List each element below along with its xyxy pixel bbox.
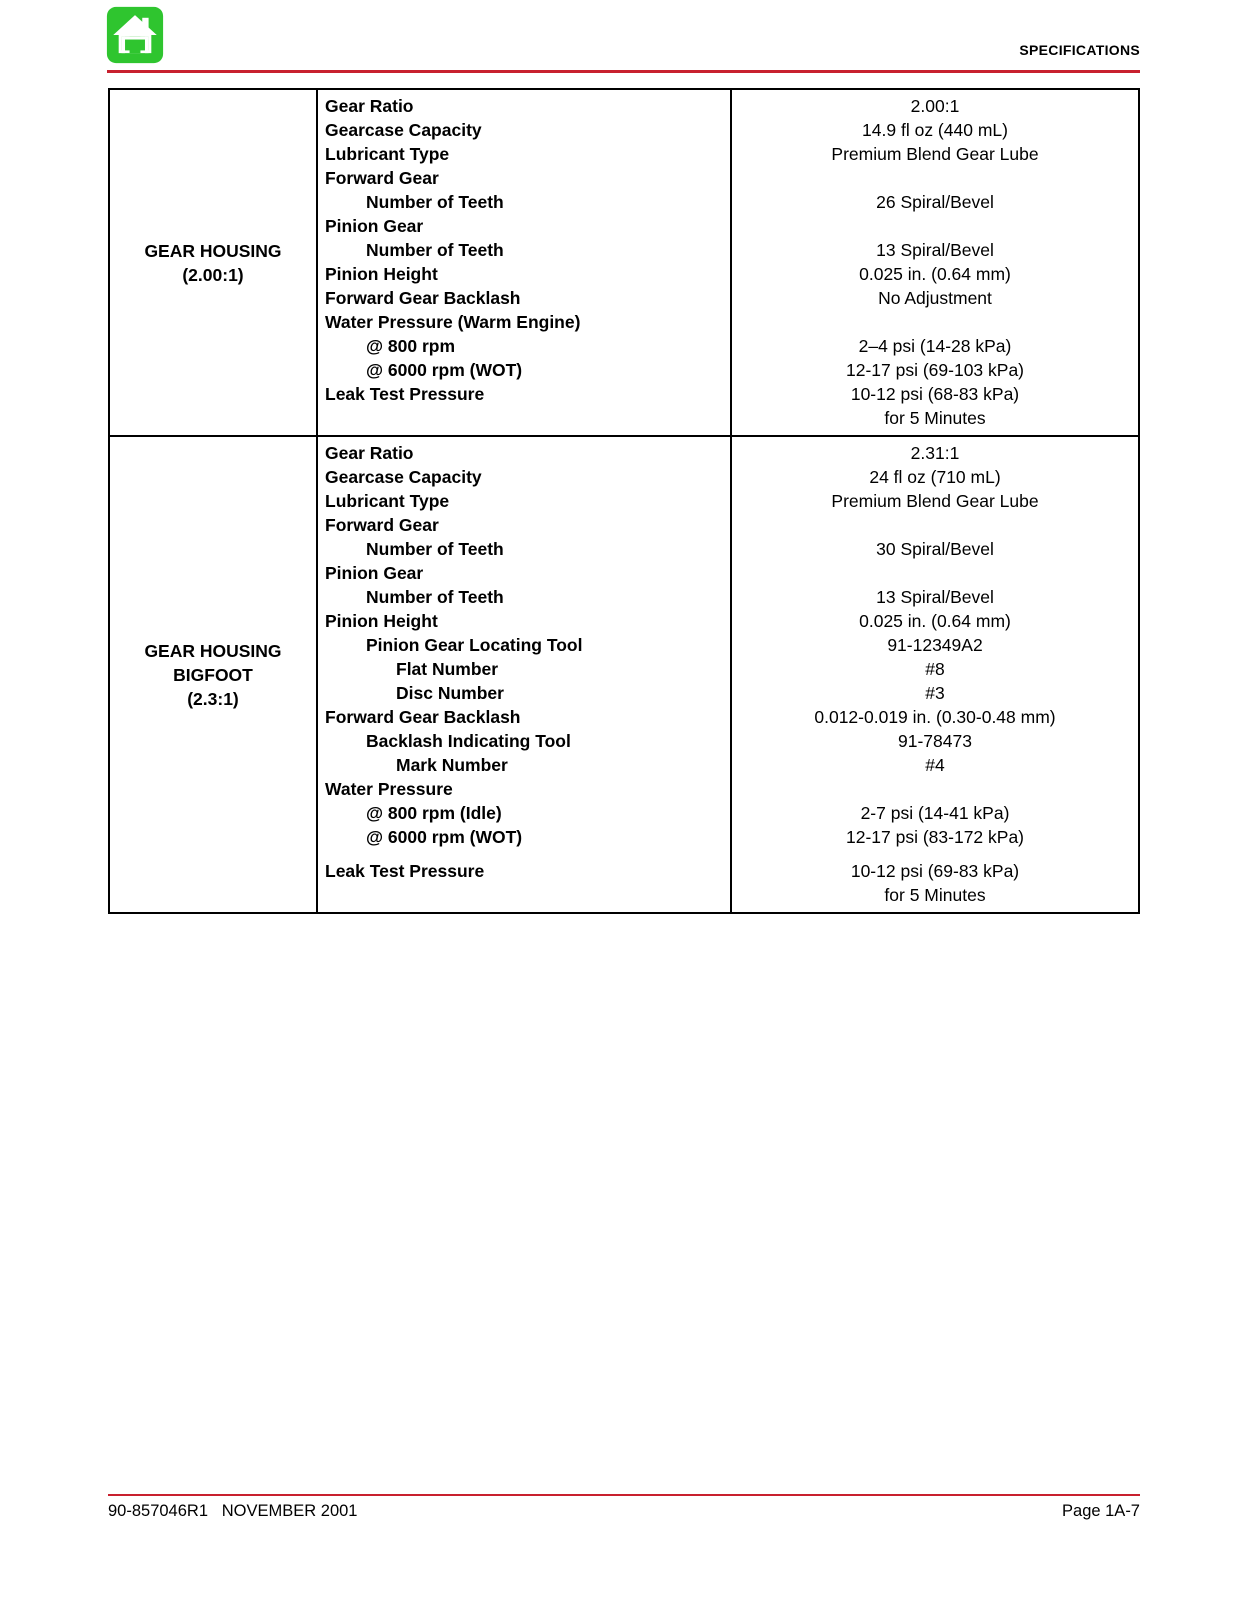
section-content (318, 437, 1138, 912)
spec-row (318, 238, 1138, 262)
spec-row (318, 358, 1138, 382)
spec-label: @ 6000 rpm (WOT) (366, 827, 523, 847)
spec-value: 0.025 in. (0.64 mm) (859, 611, 1011, 631)
footer-page-number: Page 1A-7 (1062, 1502, 1140, 1520)
section-title-line: BIGFOOT (173, 664, 253, 685)
spec-label: Forward Gear Backlash (325, 288, 521, 308)
spec-row (318, 334, 1138, 358)
spec-value: 91-12349A2 (887, 635, 983, 655)
spec-row (318, 166, 1138, 190)
spec-value: Premium Blend Gear Lube (831, 491, 1039, 511)
section-title-line: (2.3:1) (187, 688, 239, 709)
spec-label: Water Pressure (Warm Engine) (325, 312, 581, 332)
spec-row (318, 883, 1138, 907)
spec-row (318, 801, 1138, 825)
spec-label: Forward Gear (325, 515, 439, 535)
spec-row (318, 94, 1138, 118)
spec-label: Flat Number (396, 659, 499, 679)
spec-value: 0.025 in. (0.64 mm) (859, 264, 1011, 284)
spec-label: Gear Ratio (325, 96, 414, 116)
page-title: SPECIFICATIONS (1019, 42, 1140, 58)
header-rule (107, 70, 1140, 73)
spec-value: 10-12 psi (69-83 kPa) (850, 861, 1020, 881)
spec-value: 2–4 psi (14-28 kPa) (858, 336, 1012, 356)
spec-row (318, 729, 1138, 753)
spec-value (732, 166, 1138, 190)
section-title-line: GEAR HOUSING (144, 240, 282, 261)
spec-label: @ 6000 rpm (WOT) (366, 360, 523, 380)
spec-row (318, 633, 1138, 657)
page-footer (108, 1502, 1140, 1521)
spec-value: #3 (925, 683, 945, 703)
spec-row (318, 561, 1138, 585)
spec-label: Forward Gear Backlash (325, 707, 521, 727)
section-title (110, 437, 318, 912)
spec-row (318, 681, 1138, 705)
spec-row (318, 190, 1138, 214)
spec-row (318, 214, 1138, 238)
section-title-line: GEAR HOUSING (144, 640, 282, 661)
spec-row (318, 382, 1138, 406)
spec-value: Premium Blend Gear Lube (831, 144, 1039, 164)
spec-label: Water Pressure (325, 779, 453, 799)
section-title-line: (2.00:1) (182, 264, 244, 285)
spec-value: 91-78473 (898, 731, 972, 751)
spec-row (318, 310, 1138, 334)
spec-value: 12-17 psi (69-103 kPa) (845, 360, 1025, 380)
spec-row (318, 262, 1138, 286)
spec-row (318, 441, 1138, 465)
spec-label: Pinion Height (325, 611, 438, 631)
spec-value: #4 (925, 755, 945, 775)
spec-value: No Adjustment (878, 288, 992, 308)
spec-value (732, 561, 1138, 585)
spec-label (318, 849, 730, 859)
spec-row (318, 286, 1138, 310)
spec-row (318, 489, 1138, 513)
spec-value: 13 Spiral/Bevel (876, 240, 994, 260)
column-divider (730, 437, 732, 912)
spec-value: 24 fl oz (710 mL) (869, 467, 1001, 487)
spec-row (318, 849, 1138, 859)
spec-value: 10-12 psi (68-83 kPa) (850, 384, 1020, 404)
spec-value: 2-7 psi (14-41 kPa) (860, 803, 1010, 823)
spec-label: Number of Teeth (366, 539, 504, 559)
spec-label: Leak Test Pressure (325, 861, 485, 881)
footer-document-number: 90-857046R1 NOVEMBER 2001 (108, 1502, 358, 1520)
spec-value (732, 513, 1138, 537)
spec-value: 14.9 fl oz (440 mL) (862, 120, 1008, 140)
spec-value: for 5 Minutes (884, 408, 986, 428)
spec-label: @ 800 rpm (366, 336, 456, 356)
spec-label: Lubricant Type (325, 491, 450, 511)
spec-value: 26 Spiral/Bevel (876, 192, 994, 212)
spec-value (732, 310, 1138, 334)
spec-label: Number of Teeth (366, 240, 504, 260)
home-icon[interactable] (106, 6, 164, 64)
spec-label: @ 800 rpm (Idle) (366, 803, 502, 823)
spec-label: Gearcase Capacity (325, 120, 482, 140)
section-content (318, 90, 1138, 435)
spec-value (732, 849, 1138, 859)
spec-row (318, 753, 1138, 777)
spec-label: Pinion Gear (325, 216, 424, 236)
spec-value (732, 777, 1138, 801)
spec-label: Number of Teeth (366, 192, 504, 212)
spec-value: 13 Spiral/Bevel (876, 587, 994, 607)
spec-label: Forward Gear (325, 168, 439, 188)
spec-row (318, 537, 1138, 561)
spec-row (318, 825, 1138, 849)
spec-row (318, 465, 1138, 489)
spec-value: 0.012-0.019 in. (0.30-0.48 mm) (814, 707, 1056, 727)
spec-row (318, 513, 1138, 537)
spec-table (108, 88, 1140, 914)
spec-label: Pinion Gear (325, 563, 424, 583)
spec-section (110, 90, 1138, 435)
spec-row (318, 705, 1138, 729)
spec-label (318, 883, 730, 907)
footer-rule (108, 1494, 1140, 1496)
page-header (106, 6, 1140, 64)
spec-label: Disc Number (396, 683, 504, 703)
spec-label: Leak Test Pressure (325, 384, 485, 404)
spec-row (318, 859, 1138, 883)
spec-label (318, 406, 730, 430)
spec-label: Gear Ratio (325, 443, 414, 463)
spec-value: 30 Spiral/Bevel (876, 539, 994, 559)
spec-value: #8 (925, 659, 945, 679)
spec-row (318, 142, 1138, 166)
column-divider (730, 90, 732, 435)
spec-value (732, 214, 1138, 238)
spec-row (318, 118, 1138, 142)
spec-label: Backlash Indicating Tool (366, 731, 571, 751)
spec-label: Pinion Height (325, 264, 438, 284)
spec-row (318, 777, 1138, 801)
spec-section (110, 435, 1138, 912)
spec-value: 12-17 psi (83-172 kPa) (845, 827, 1025, 847)
spec-value: for 5 Minutes (884, 885, 986, 905)
spec-label: Gearcase Capacity (325, 467, 482, 487)
spec-label: Lubricant Type (325, 144, 450, 164)
spec-row (318, 585, 1138, 609)
spec-row (318, 657, 1138, 681)
spec-label: Mark Number (396, 755, 508, 775)
section-title (110, 90, 318, 435)
spec-value: 2.00:1 (910, 96, 960, 116)
spec-label: Number of Teeth (366, 587, 504, 607)
spec-row (318, 609, 1138, 633)
spec-label: Pinion Gear Locating Tool (366, 635, 583, 655)
spec-value: 2.31:1 (910, 443, 960, 463)
spec-row (318, 406, 1138, 430)
